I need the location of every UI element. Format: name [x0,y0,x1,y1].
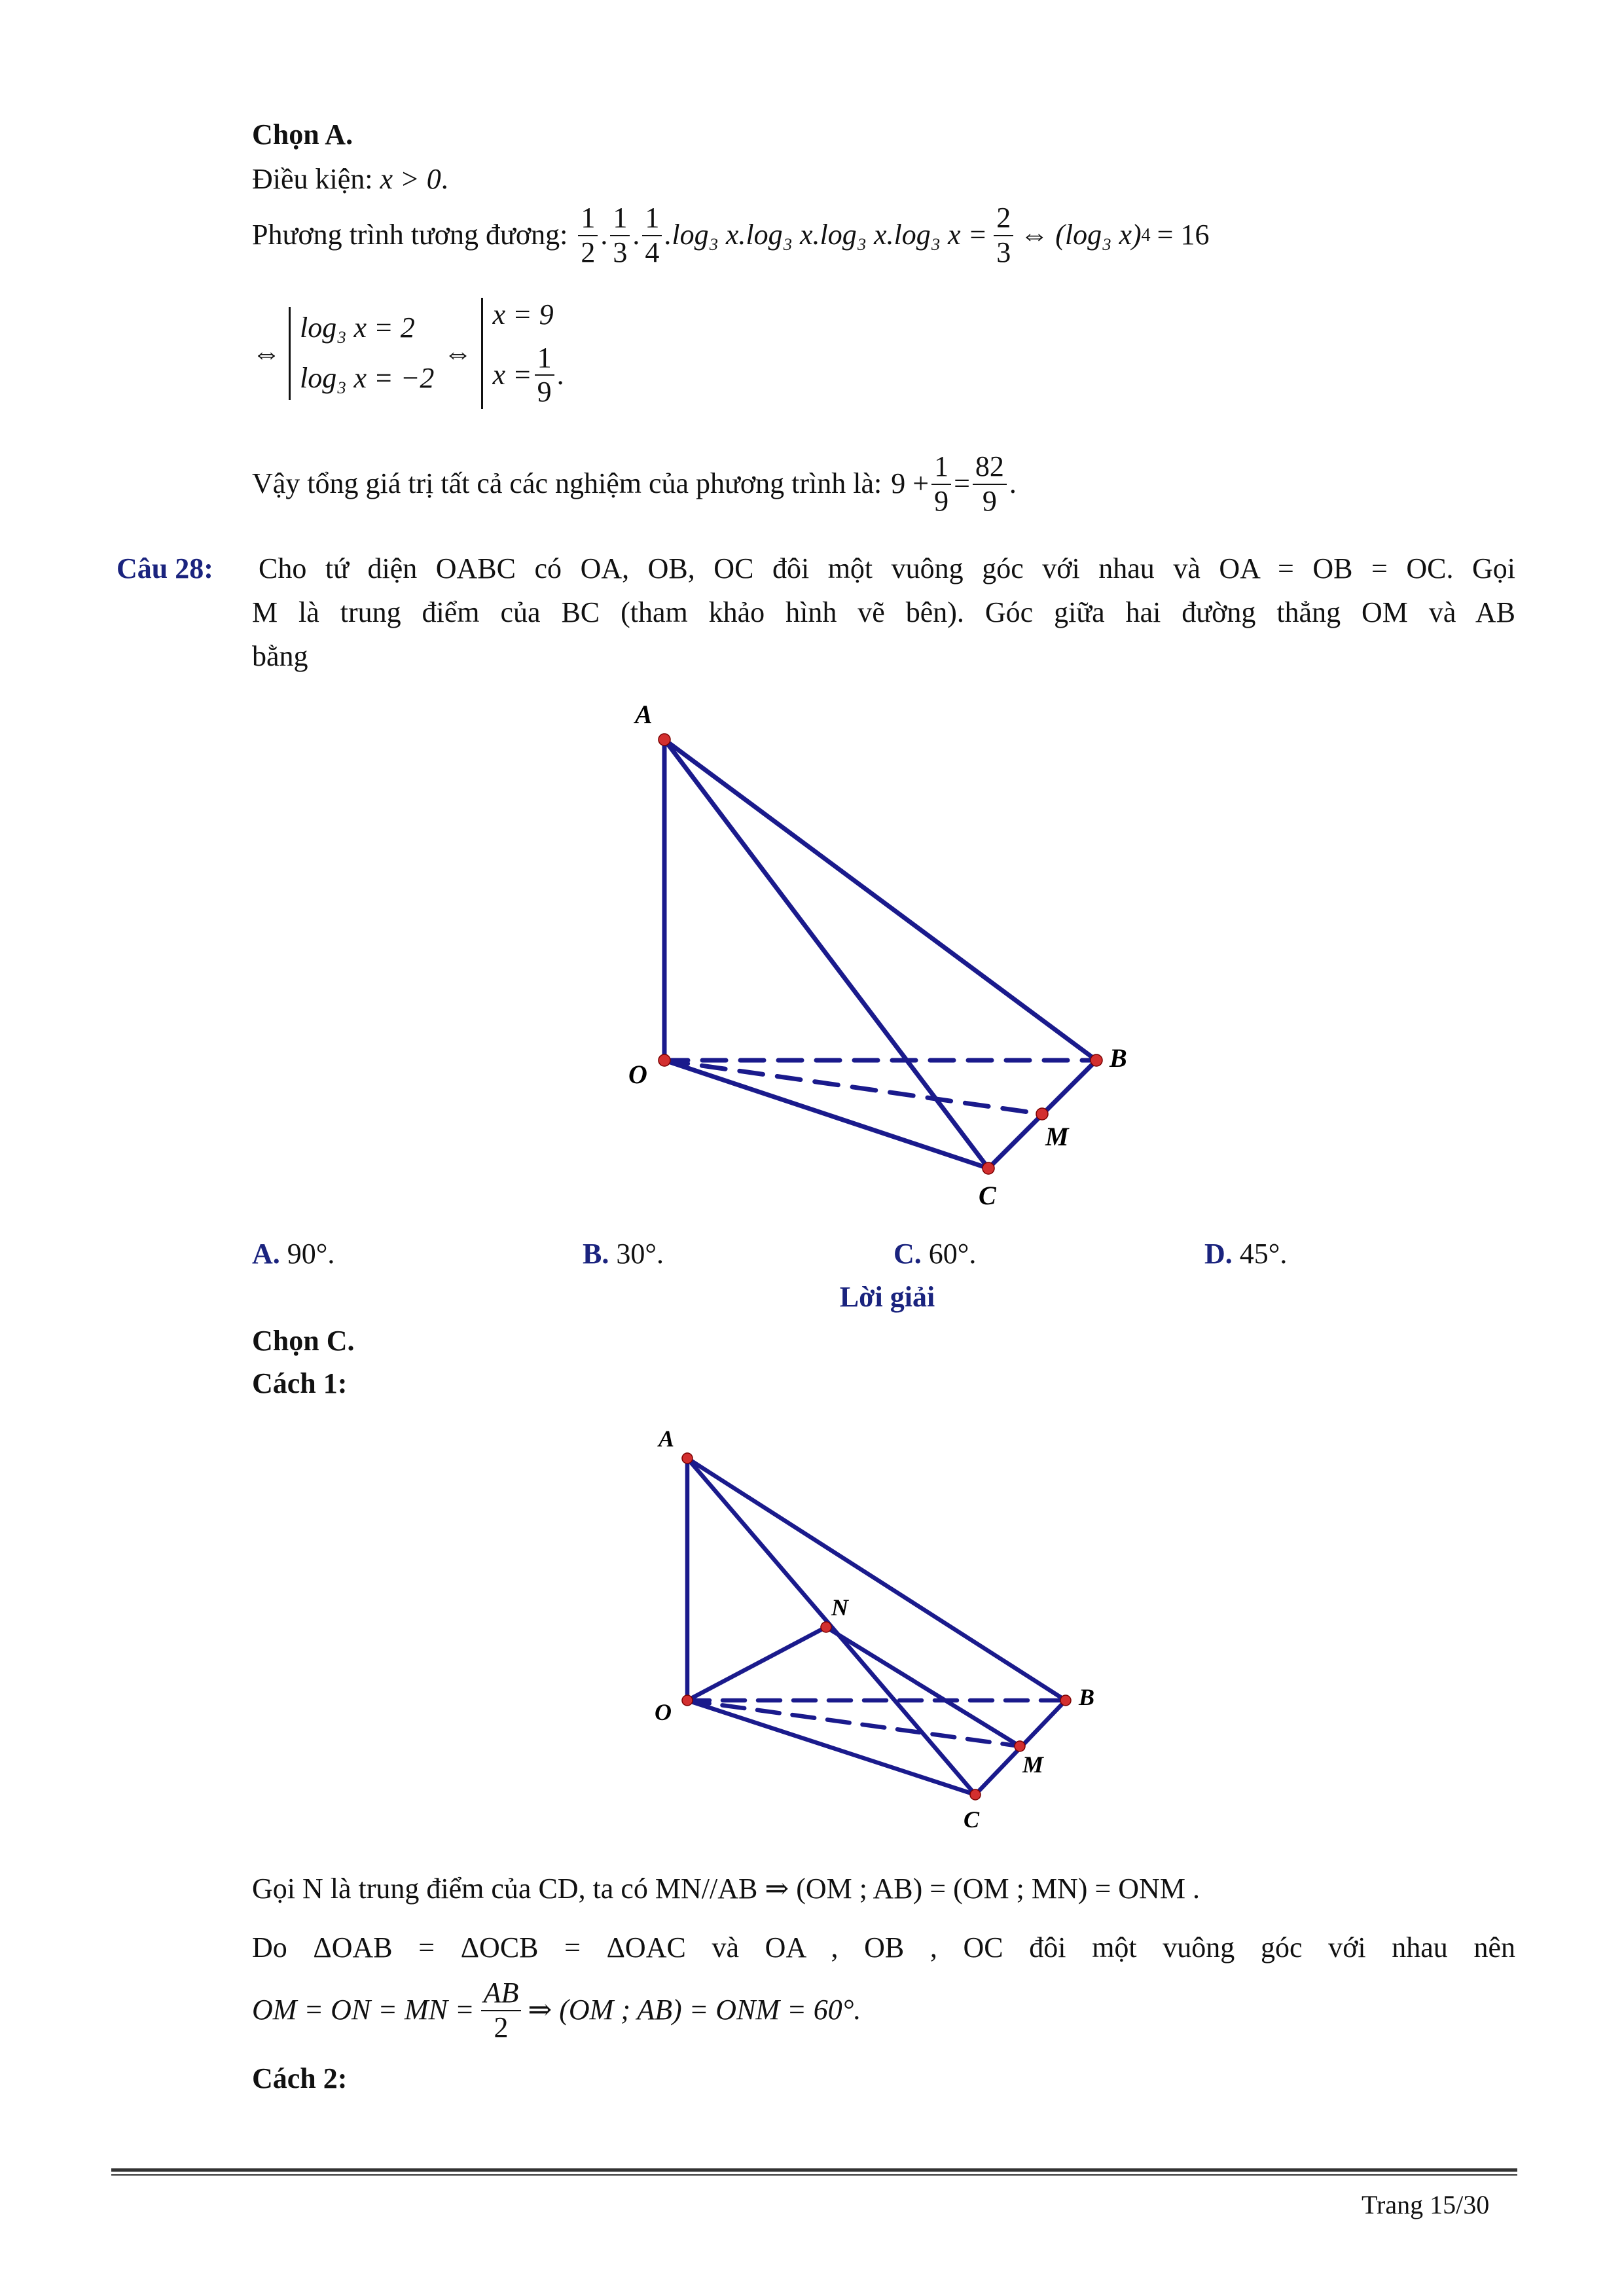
option-C: C. 60°. [893,1238,977,1270]
point-B [1060,1695,1071,1706]
power-expr: (log₃ x) [1055,219,1142,251]
solution-choice: Chọn C. [252,1325,355,1357]
sum-frac2: $\frac{82}{9}$ [973,450,1007,518]
figure-1-tetrahedron [589,687,1178,1224]
label-C: C [979,1181,996,1210]
point-O [659,1054,670,1066]
edge-OC [664,1060,988,1168]
edge-AB [687,1458,1066,1700]
edge-AB [664,740,1096,1060]
iff-symbol-3: ⇔ [443,336,473,369]
system-right [481,298,564,409]
label-B: B [1110,1043,1127,1073]
system-left-eq1: log₃ x = 2 [300,312,415,344]
question-line-1: Cho tứ diện OABC có OA, OB, OC đôi một vuông góc với nhau và OA = OB = OC. Gọi [259,552,1515,584]
segment-ON [687,1627,826,1700]
solution-line-2: Do ΔOAB = ΔOCB = ΔOAC và OA , OB , OC đôi một vuông góc với nhau nên [252,1931,1515,1964]
footer-rule [111,2168,1517,2172]
footer-rule-thin [111,2174,1517,2176]
edge-OC [687,1700,975,1795]
point-M [1015,1741,1025,1751]
solution-line-3: OM = ON = MN = $\frac{AB}{2}$ ⇒ (OM ; AB) = ONM = 60°. [252,1977,861,2043]
condition-line: Điều kiện: x > 0. [252,163,448,195]
point-M [1036,1108,1048,1120]
method-2-label: Cách 2: [252,2062,348,2094]
condition-expr: x > 0 [380,163,441,195]
label-O: O [655,1699,672,1725]
conclusion-line: Vậy tổng giá trị tất cả các nghiệm của phương trình là: 9 + $\frac{1}{9}$ = $\frac{82}{9}$ . [252,450,1017,517]
label-O: O [628,1060,647,1089]
segment-OM-hidden [687,1700,1020,1746]
system-left [289,307,434,400]
system-right-eq1: x = 9 [492,298,554,331]
option-A: A. 90°. [252,1238,335,1270]
point-C [970,1789,981,1800]
solution-line-1: Gọi N là trung điểm của CD, ta có MN//AB ⇒ (OM ; AB) = (OM ; MN) = ONM . [252,1873,1200,1905]
sum-frac1: $\frac{1}{9}$ [931,450,951,518]
label-M: M [1045,1122,1069,1151]
point-B [1091,1054,1102,1066]
option-D: D. 45°. [1204,1238,1288,1270]
label-B: B [1079,1684,1095,1710]
question-line-3: bằng [252,640,308,672]
solution-heading: Lời giải [839,1281,935,1313]
conclusion-text: Vậy tổng giá trị tất cả các nghiệm của phương trình là: [252,467,882,500]
segment-NM [826,1627,1020,1746]
point-C [983,1162,994,1174]
iff-symbol-2: ⇔ [252,336,281,369]
question-line-2: M là trung điểm của BC (tham khảo hình vẽ bên). Góc giữa hai đường thẳng OM và AB [252,596,1515,628]
question-label: Câu 28: [117,552,213,584]
sum-pre: 9 + [891,467,929,500]
frac-quarter: $\frac{1}{4}$ [642,202,662,269]
frac-half: $\frac{1}{2}$ [578,202,598,269]
log-chain: .log₃ x.log₃ x.log₃ x.log₃ x = [664,219,988,251]
page-number: Trang 15/30 [1362,2190,1490,2219]
system-right-eq2: x = $\frac{1}{9}$ . [492,341,564,408]
label-C: C [964,1806,980,1833]
frac-rhs: $\frac{2}{3}$ [994,202,1013,269]
equivalent-equation: Phương trình tương đương: $\frac{1}{2}$ . $\frac{1}{3}$ . $\frac{1}{4}$ .log₃ x.log₃ x.log₃ x.log₃ x = $\frac{2}{3}$ ⇔ (log₃ x) 4 = 16 [252,202,1210,268]
solution-system [252,298,564,409]
segment-OM-hidden [664,1060,1042,1114]
option-B: B. 30°. [583,1238,664,1270]
point-O [682,1695,693,1706]
equiv-label: Phương trình tương đương: [252,219,568,251]
power-rhs: = 16 [1157,219,1210,251]
method-1-label: Cách 1: [252,1367,348,1399]
edge-AC [664,740,988,1168]
label-A: A [659,1426,675,1452]
power-exponent: 4 [1141,224,1151,245]
point-A [682,1453,693,1463]
label-A: A [635,700,653,729]
system-left-eq2: log₃ x = −2 [300,361,435,394]
label-N: N [831,1594,848,1621]
frac-third: $\frac{1}{3}$ [610,202,630,269]
point-A [659,734,670,745]
prev-choice: Chọn A. [252,118,353,151]
point-N [821,1622,831,1632]
iff-symbol: ⇔ [1020,219,1049,251]
label-M: M [1022,1751,1044,1778]
condition-label: Điều kiện: [252,163,373,195]
sum-eq: = [954,467,970,500]
figure-2-tetrahedron [635,1407,1159,1852]
